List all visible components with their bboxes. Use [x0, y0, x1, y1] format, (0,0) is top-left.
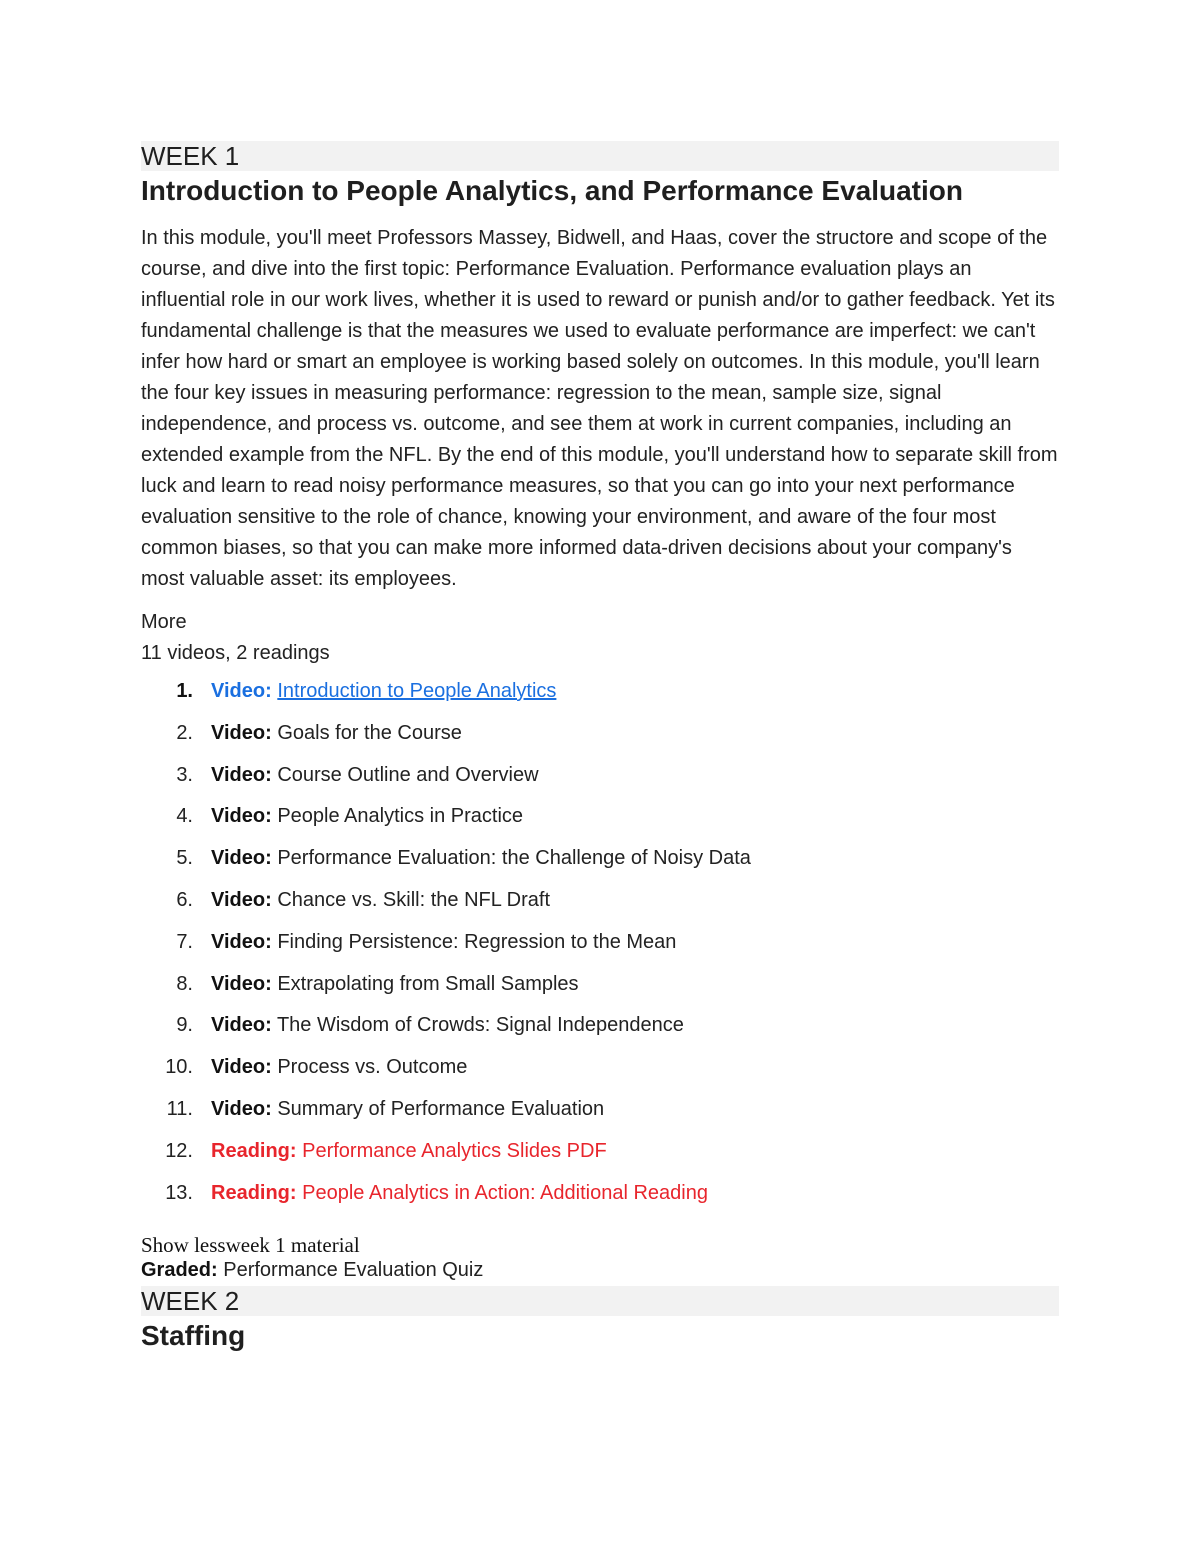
more-link[interactable]: More	[141, 611, 187, 633]
item-kind: Video:	[211, 1097, 272, 1120]
list-item-video-9[interactable]	[141, 1011, 1059, 1053]
item-title: People Analytics in Practice	[277, 805, 524, 828]
list-item-video-8[interactable]	[141, 970, 1059, 1012]
item-number: 13.	[165, 1181, 193, 1204]
list-item-reading-12[interactable]	[141, 1137, 1059, 1179]
show-less-link[interactable]: Show lessweek 1 material	[141, 1233, 360, 1258]
item-title: Chance vs. Skill: the NFL Draft	[277, 888, 551, 911]
item-number: 10.	[165, 1056, 193, 1079]
item-title: Extrapolating from Small Samples	[277, 972, 579, 995]
list-item-video-3[interactable]	[141, 761, 1059, 803]
week-1-description: In this module, you'll meet Professors Massey, Bidwell, and Haas, cover the structore and scope of the course, and dive into the first topic: Performance Evaluation. Performance evaluation plays an influential role in our work lives, whether it is used to reward or punish and/or to gather feedback. Yet its fundamental challenge is that the measures we used to evaluate performance are imperfect: we can't infer how hard or smart an employee is working based solely on outcomes. In this module, you'll learn the four key issues in measuring performance: regression to the mean, sample size, signal independence, and process vs. outcome, and see them at work in current companies, including an extended example from the NFL. By the end of this module, you'll understand how to separate skill from luck and learn to read noisy performance measures, so that you can go into your next performance evaluation sensitive to the role of chance, knowing your environment, and aware of the four most common biases, so that you can make more informed data-driven decisions about your company's most valuable asset: its employees.	[141, 227, 1058, 590]
item-title: Goals for the Course	[277, 721, 462, 744]
list-item-video-11[interactable]	[141, 1095, 1059, 1137]
item-number: 9.	[176, 1014, 193, 1037]
item-kind: Video:	[211, 805, 272, 828]
item-kind: Video:	[211, 721, 272, 744]
graded-label: Graded:	[141, 1259, 218, 1282]
item-title: Performance Evaluation: the Challenge of Noisy Data	[277, 847, 751, 870]
week-2-label: WEEK 2	[141, 1286, 1059, 1316]
list-item-video-6[interactable]	[141, 886, 1059, 928]
week-1-label: WEEK 1	[141, 141, 1059, 171]
item-number: 12.	[165, 1139, 193, 1162]
item-title-link[interactable]: Introduction to People Analytics	[277, 680, 557, 702]
item-title: People Analytics in Action: Additional Reading	[302, 1181, 708, 1204]
item-number: 7.	[176, 930, 193, 953]
week-1-title: Introduction to People Analytics, and Performance Evaluation	[141, 175, 963, 206]
item-title: Summary of Performance Evaluation	[277, 1097, 605, 1120]
item-kind: Reading:	[211, 1139, 297, 1162]
item-number: 6.	[176, 888, 193, 911]
item-kind: Video:	[211, 847, 272, 870]
item-title: Performance Analytics Slides PDF	[302, 1139, 607, 1162]
item-title: Process vs. Outcome	[277, 1056, 468, 1079]
item-kind: Reading:	[211, 1181, 297, 1204]
list-item-video-2[interactable]	[141, 719, 1059, 761]
item-kind: Video:	[211, 680, 272, 702]
week-1-summary: 11 videos, 2 readings	[141, 642, 330, 664]
list-item-reading-13[interactable]	[141, 1179, 1059, 1221]
item-number: 4.	[176, 805, 193, 828]
list-item-video-7[interactable]	[141, 928, 1059, 970]
item-number: 2.	[176, 721, 193, 744]
item-kind: Video:	[211, 972, 272, 995]
item-number: 11.	[166, 1097, 193, 1120]
item-kind: Video:	[211, 1056, 272, 1079]
week-2-title: Staffing	[141, 1320, 246, 1352]
item-title: Course Outline and Overview	[277, 763, 539, 786]
list-item-video-1[interactable]	[141, 677, 1059, 719]
list-item-video-5[interactable]	[141, 844, 1059, 886]
course-content	[141, 141, 1059, 1368]
item-number: 8.	[176, 972, 193, 995]
item-title: The Wisdom of Crowds: Signal Independence	[276, 1014, 684, 1037]
item-title: Finding Persistence: Regression to the Mean	[277, 930, 677, 953]
item-number: 1.	[176, 680, 193, 702]
graded-quiz[interactable]	[141, 1258, 1059, 1282]
item-kind: Video:	[211, 763, 272, 786]
item-kind: Video:	[211, 1014, 272, 1037]
graded-quiz-title: Performance Evaluation Quiz	[223, 1259, 484, 1282]
item-kind: Video:	[211, 888, 272, 911]
week-1-item-list	[141, 677, 1059, 1220]
item-number: 3.	[176, 763, 193, 786]
list-item-video-10[interactable]	[141, 1053, 1059, 1095]
item-kind: Video:	[211, 930, 272, 953]
item-number: 5.	[176, 847, 193, 870]
list-item-video-4[interactable]	[141, 802, 1059, 844]
